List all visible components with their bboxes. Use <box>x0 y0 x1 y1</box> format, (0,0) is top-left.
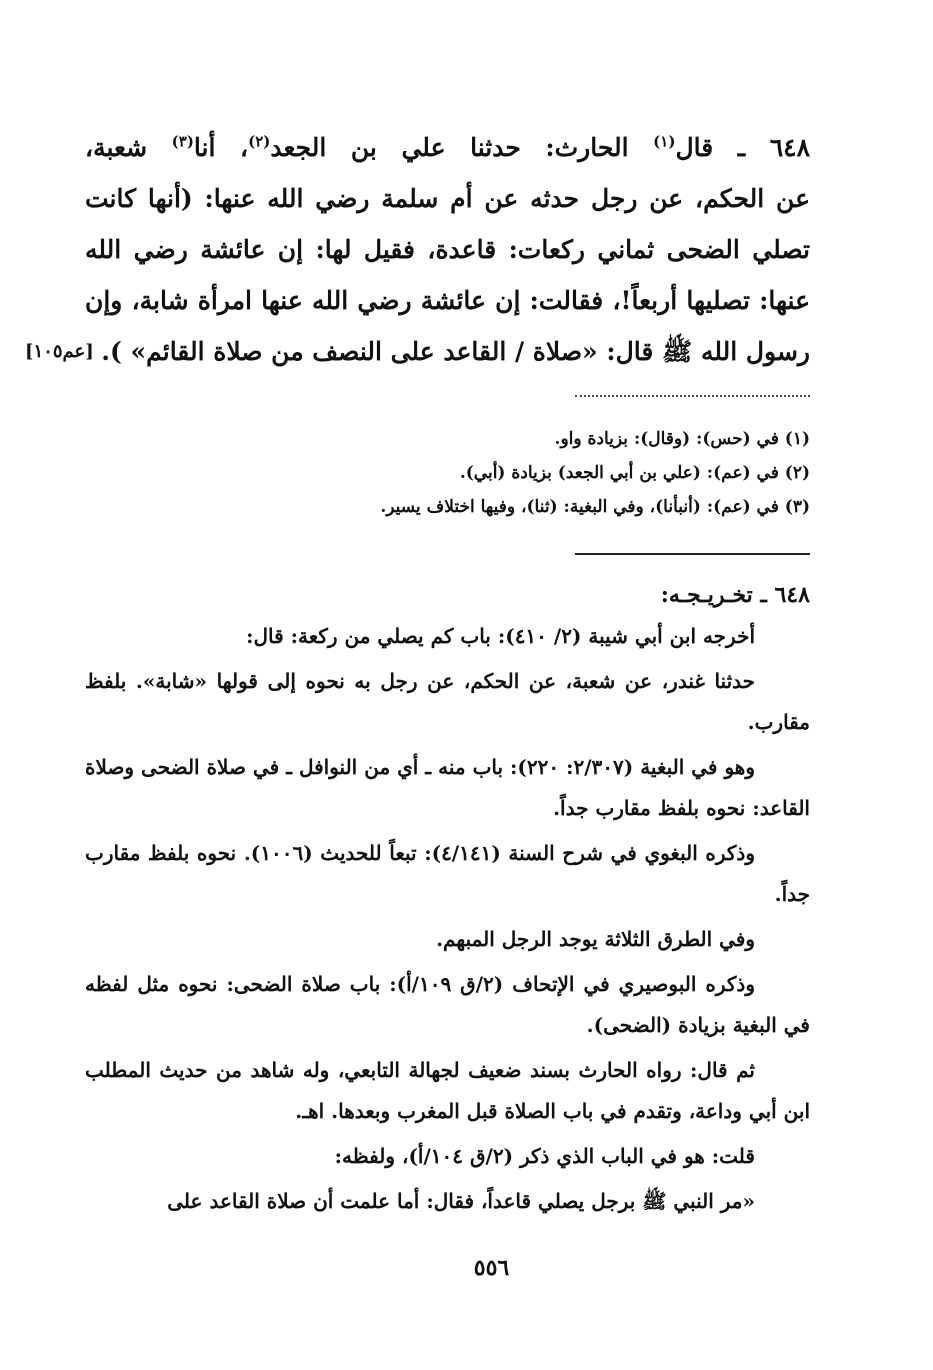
takhrij-paragraph-2: حدثنا غندر، عن شعبة، عن الحكم، عن رجل به نحوه إلى قولها «شابة». بلفظ مقارب. <box>85 669 810 734</box>
hadith-line-4: عنها: تصليها أربعاً!، فقالت: إن عائشة رضي الله عنها امرأة شابة، وإن <box>85 286 810 315</box>
footnote-2: (٢) في (عم): (علي بن أبي الجعد) بزيادة (أبي). <box>459 463 810 483</box>
footnote-1: (١) في (حس): (وقال): بزيادة واو. <box>554 429 810 449</box>
takhrij-paragraph-6: وذكره البوصيري في الإتحاف (٢/ق ١٠٩/أ): باب صلاة الضحى: نحوه مثل لفظه في البغية بزيادة (الضحى). <box>85 972 810 1037</box>
hadith-line-1 <box>85 122 810 173</box>
takhrij-paragraph-3: وهو في البغية (٢/٣٠٧: ٢٢٠): باب منه ـ أي من النوافل ـ في صلاة الضحى وصلاة القاعد: نحوه بلفظ مقارب جداً. <box>85 755 810 820</box>
footnote-ref-3: (٣) <box>171 132 194 151</box>
hadith-text <box>25 122 811 377</box>
hadith-chain-start: الحارث: حدثنا علي بن الجعد <box>270 133 629 162</box>
hadith-line-2: عن الحكم، عن رجل حدثه عن أم سلمة رضي الله عنها: (أنها كانت <box>85 184 810 213</box>
footnote-ref-1: (١) <box>653 132 676 151</box>
takhrij-paragraph-7: ثم قال: رواه الحارث بسند ضعيف لجهالة التابعي، وله شاهد من حديث المطلب ابن أبي وداعة، وتقدم في باب الصلاة قبل المغرب وبعدها. اهـ. <box>85 1058 810 1123</box>
hadith-line-5 <box>25 326 810 377</box>
takhrij-paragraph-9: «مر النبي ﷺ برجل يصلي قاعداً، فقال: أما علمت أن صلاة القاعد على <box>167 1189 755 1213</box>
hadith-shuba: شعبة، <box>85 133 148 162</box>
hadith-ana: ، أنا <box>193 133 249 162</box>
takhrij-paragraph-1: أخرجه ابن أبي شيبة (٢/ ٤١٠): باب كم يصلي من ركعة: قال: <box>246 624 755 648</box>
section-divider <box>575 553 810 555</box>
takhrij-section <box>85 575 810 1226</box>
footnote-3: (٣) في (عم): (أنبأنا)، وفي البغية: (ثنا)، وفيها اختلاف يسير. <box>380 497 810 517</box>
manuscript-margin-ref: [عم١٠٥] <box>25 341 94 362</box>
hadith-line-5-text: رسول الله ﷺ قال: «صلاة / القاعد على النصف من صلاة القائم» ). <box>101 337 810 366</box>
footnote-ref-2: (٢) <box>248 132 271 151</box>
takhrij-paragraph-4: وذكره البغوي في شرح السنة (٤/١٤١): تبعاً للحديث (١٠٠٦). نحوه بلفظ مقارب جداً. <box>85 841 810 906</box>
takhrij-paragraph-8: قلت: هو في الباب الذي ذكر (٢/ق ١٠٤/أ)، ولفظه: <box>334 1144 755 1168</box>
footnotes <box>85 422 810 524</box>
hadith-number-and-qal: ٦٤٨ ـ قال <box>675 133 811 162</box>
hadith-line-3: تصلي الضحى ثماني ركعات: قاعدة، فقيل لها: إن عائشة رضي الله <box>85 235 810 264</box>
page-number: ٥٥٦ <box>473 1255 510 1281</box>
footnote-separator-dotted <box>575 395 810 397</box>
takhrij-paragraph-5: وفي الطرق الثلاثة يوجد الرجل المبهم. <box>436 927 755 951</box>
takhrij-heading: ٦٤٨ ـ تخـريـجـه: <box>660 582 810 608</box>
